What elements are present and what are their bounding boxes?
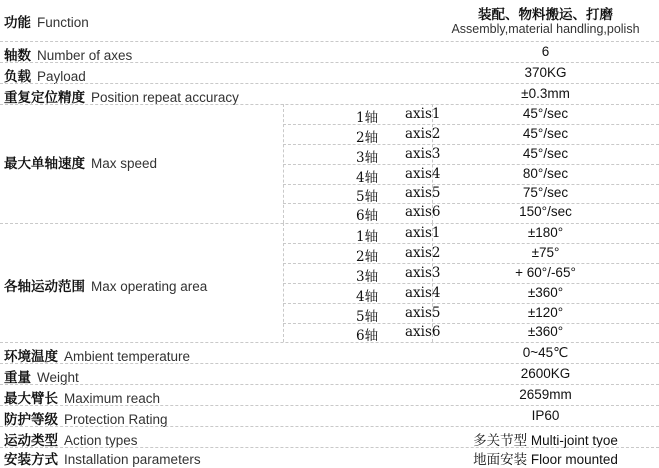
area-axis-value: ±360° (527, 324, 564, 339)
area-axis-value: ±360° (527, 285, 564, 300)
spec-label (4, 408, 168, 428)
speed-axis-value: 45°/sec (522, 126, 569, 141)
speed-axis-label-en: axis3 (405, 146, 441, 162)
label-zh: 轴数 (4, 48, 31, 64)
label-en: Position repeat accuracy (91, 90, 239, 105)
spec-row-weight (0, 364, 659, 384)
max-speed-label (4, 152, 157, 172)
row-divider (283, 144, 659, 145)
max-area-label (4, 275, 207, 295)
speed-axis-label-zh: 1轴 (356, 110, 379, 126)
spec-label (4, 44, 132, 64)
label-zh: 最大单轴速度 (4, 156, 85, 172)
label-zh: 防护等级 (4, 412, 58, 428)
area-axis-label-zh: 6轴 (356, 328, 379, 344)
area-axis-label-en: axis5 (405, 305, 441, 321)
spec-label (4, 429, 138, 449)
spec-row-axes (0, 42, 659, 62)
spec-row-installation (0, 447, 659, 466)
function-value-en: Assembly,material handling,polish (451, 22, 640, 36)
spec-value: IP60 (531, 408, 560, 423)
label-zh: 重复定位精度 (4, 90, 85, 106)
spec-row-reach (0, 385, 659, 405)
row-divider (0, 223, 659, 224)
label-en: Action types (64, 433, 138, 448)
label-en: Protection Rating (64, 412, 168, 427)
speed-axis-label-zh: 5轴 (356, 189, 379, 205)
label-zh: 环境温度 (4, 349, 58, 365)
area-axis-label-zh: 2轴 (356, 249, 379, 265)
speed-axis-label-en: axis6 (405, 204, 441, 220)
label-en: Function (37, 15, 89, 30)
speed-axis-value: 80°/sec (522, 166, 569, 181)
label-en: Number of axes (37, 48, 133, 63)
speed-axis-label-zh: 4轴 (356, 170, 379, 186)
spec-value: ±0.3mm (521, 86, 570, 101)
speed-axis-label-en: axis4 (405, 166, 441, 182)
speed-axis-label-zh: 6轴 (356, 208, 379, 224)
spec-label (4, 345, 190, 365)
spec-value: 6 (541, 44, 550, 59)
spec-value: 0~45℃ (522, 345, 569, 360)
spec-value: 2600KG (520, 366, 571, 381)
label-zh: 功能 (4, 15, 31, 31)
spec-row-accuracy (0, 84, 659, 104)
label-zh: 各轴运动范围 (4, 279, 85, 295)
speed-axis-value: 45°/sec (522, 146, 569, 161)
spec-value: 地面安装 Floor mounted (473, 452, 618, 467)
area-axis-label-zh: 5轴 (356, 309, 379, 325)
label-zh: 负载 (4, 69, 31, 85)
label-en: Weight (37, 370, 79, 385)
row-divider (0, 104, 659, 105)
speed-axis-value: 45°/sec (522, 106, 569, 121)
label-en: Payload (37, 69, 86, 84)
spec-value: 370KG (524, 65, 567, 80)
spec-row-payload (0, 63, 659, 83)
speed-axis-label-zh: 2轴 (356, 130, 379, 146)
label-zh: 安装方式 (4, 452, 58, 468)
spec-row-action-types (0, 427, 659, 447)
label-en: Max operating area (91, 279, 208, 294)
spec-label (4, 86, 239, 106)
speed-axis-label-en: axis2 (405, 126, 441, 142)
spec-value: 2659mm (519, 387, 572, 402)
row-divider (283, 164, 659, 165)
label-zh: 运动类型 (4, 433, 58, 449)
function-value-zh: 装配、物料搬运、打磨 (478, 7, 613, 23)
speed-axis-value: 75°/sec (522, 185, 569, 200)
area-axis-value: ±120° (527, 305, 564, 320)
spec-value: 多关节型 Multi-joint tyoe (473, 433, 618, 448)
spec-label (4, 65, 86, 85)
label-en: Max speed (91, 156, 158, 171)
spec-label (4, 366, 79, 386)
label-en: Maximum reach (64, 391, 161, 406)
speed-axis-label-en: axis5 (405, 185, 441, 201)
area-axis-value: ±180° (527, 225, 564, 240)
spec-row-temperature (0, 343, 659, 363)
area-axis-label-en: axis2 (405, 245, 441, 261)
spec-label (4, 387, 160, 407)
spec-label (4, 448, 201, 468)
speed-axis-label-en: axis1 (405, 106, 441, 122)
row-divider (283, 283, 659, 284)
area-axis-label-zh: 1轴 (356, 229, 379, 245)
spec-label (4, 11, 89, 31)
spec-row-protection (0, 406, 659, 426)
row-divider (283, 263, 659, 264)
area-axis-label-en: axis1 (405, 225, 441, 241)
area-axis-label-en: axis6 (405, 324, 441, 340)
speed-axis-value: 150°/sec (519, 204, 572, 219)
area-axis-label-en: axis4 (405, 285, 441, 301)
area-axis-label-zh: 4轴 (356, 289, 379, 305)
row-divider (283, 124, 659, 125)
label-en: Installation parameters (64, 452, 201, 467)
area-axis-label-zh: 3轴 (356, 269, 379, 285)
area-axis-label-en: axis3 (405, 265, 441, 281)
spec-row-function (0, 0, 659, 41)
label-en: Ambient temperature (64, 349, 191, 364)
label-zh: 重量 (4, 370, 31, 386)
row-divider (283, 243, 659, 244)
row-divider (283, 303, 659, 304)
area-axis-value: ±75° (531, 245, 560, 260)
speed-axis-label-zh: 3轴 (356, 150, 379, 166)
label-zh: 最大臂长 (4, 391, 58, 407)
area-axis-value: + 60°/-65° (515, 265, 576, 280)
